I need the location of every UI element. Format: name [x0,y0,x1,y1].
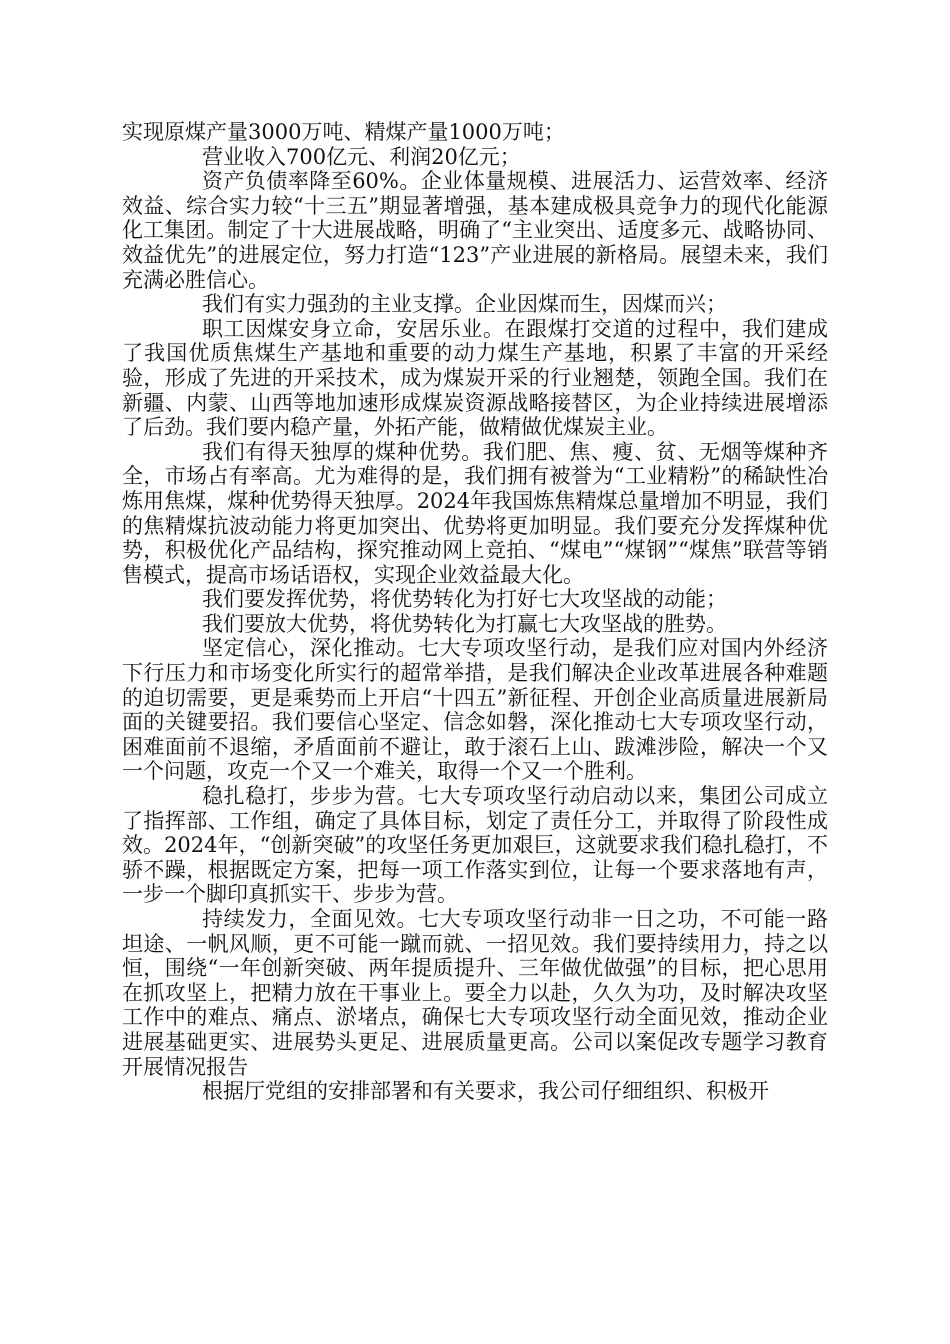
paragraph-8: 我们要放大优势，将优势转化为打赢七大攻坚战的胜势。 [202,611,727,636]
paragraph-5: 职工因煤安身立命，安居乐业。在跟煤打交道的过程中，我们建成了我国优质焦煤生产基地和重要的动力煤生产基地，积累了丰富的开采经验，形成了先进的开采技术，成为煤炭开采的行业翘楚，领跑全国。我们在新疆、内蒙、山西等地加速形成煤炭资源战略接替区，为企业持续进展增添了后劲。我们要内稳产量，外拓产能，做精做优煤炭主业。 [122,316,828,440]
document-page [122,120,828,1104]
paragraph-4: 我们有实力强劲的主业支撑。企业因煤而生，因煤而兴； [202,292,727,317]
paragraph-11: 持续发力，全面见效。七大专项攻坚行动非一日之功，不可能一路坦途、一帆风顺，更不可能一蹴而就、一招见效。我们要持续用力，持之以恒，围绕“一年创新突破、两年提质提升、三年做优做强”的目标，把心思用在抓攻坚上，把精力放在干事业上。要全力以赴，久久为功，及时解决攻坚工作中的难点、痛点、淤堵点，确保七大专项攻坚行动全面见效，推动企业进展基础更实、进展势头更足、进展质量更高。公司以案促改专题学习教育开展情况报告 [122,907,828,1079]
paragraph-1: 实现原煤产量3000万吨、精煤产量1000万吨； [122,120,565,144]
paragraph-12: 根据厅党组的安排部署和有关要求，我公司仔细组织、积极开 [202,1079,769,1104]
paragraph-6: 我们有得天独厚的煤种优势。我们肥、焦、瘦、贫、无烟等煤种齐全，市场占有率高。尤为难得的是，我们拥有被誉为“工业精粉”的稀缺性冶炼用焦煤，煤种优势得天独厚。2024年我国炼焦精煤总量增加不明显，我们的焦精煤抗波动能力将更加突出、优势将更加明显。我们要充分发挥煤种优势，积极优化产品结构，探究推动网上竞拍、“煤电”“煤钢”“煤焦”联营等销售模式，提高市场话语权，实现企业效益最大化。 [122,439,828,587]
paragraph-9: 坚定信心，深化推动。七大专项攻坚行动，是我们应对国内外经济下行压力和市场变化所实行的超常举措，是我们解决企业改革进展各种难题的迫切需要，更是乘势而上开启“十四五”新征程、开创企业高质量进展新局面的关键要招。我们要信心坚定、信念如磐，深化推动七大专项攻坚行动，困难面前不退缩，矛盾面前不避让，敢于滚石上山、跋滩涉险，解决一个又一个问题，攻克一个又一个难关，取得一个又一个胜利。 [122,636,828,784]
paragraph-7: 我们要发挥优势，将优势转化为打好七大攻坚战的动能； [202,587,727,612]
paragraph-2: 营业收入700亿元、利润20亿元； [202,144,521,169]
paragraph-3: 资产负债率降至60%。企业体量规模、进展活力、运营效率、经济效益、综合实力较“十三五”期显著增强，基本建成极具竞争力的现代化能源化工集团。制定了十大进展战略，明确了“主业突出、适度多元、战略协同、效益优先”的进展定位，努力打造“123”产业进展的新格局。展望未来，我们充满必胜信心。 [122,169,828,292]
paragraph-10: 稳扎稳打，步步为营。七大专项攻坚行动启动以来，集团公司成立了指挥部、工作组，确定了具体目标，划定了责任分工，并取得了阶段性成效。2024年，“创新突破”的攻坚任务更加艰巨，这就要求我们稳扎稳打，不骄不躁，根据既定方案，把每一项工作落实到位，让每一个要求落地有声，一步一个脚印真抓实干、步步为营。 [122,784,828,907]
